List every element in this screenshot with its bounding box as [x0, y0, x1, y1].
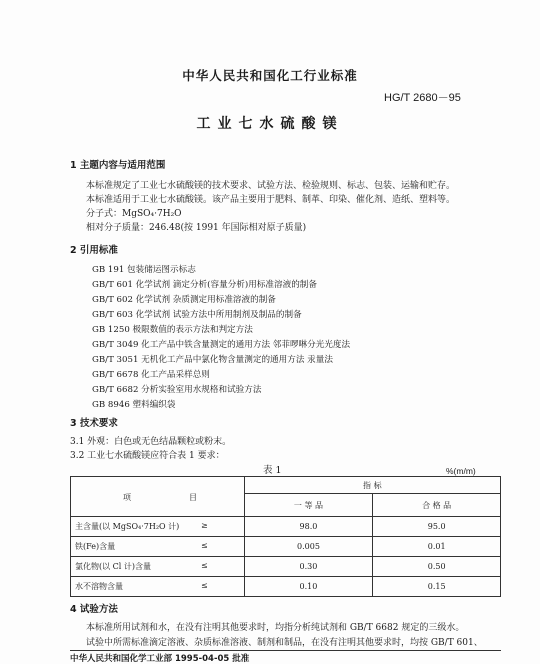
- footer-rule: [70, 650, 501, 651]
- item-header-cell: [71, 477, 245, 517]
- clause-3-1: 3.1 外观：白色或无色结晶颗粒或粉末。: [70, 437, 232, 447]
- row-value-grade1: 0.10: [244, 577, 373, 597]
- row-operator: ≥: [201, 521, 208, 530]
- row-name: 水不溶物含量: [75, 582, 123, 591]
- row-value-grade2: 0.01: [373, 537, 501, 557]
- molecular-formula: 分子式：MgSO₄·7H₂O: [86, 209, 182, 219]
- molecular-mass: 相对分子质量：246.48(按 1991 年国际相对原子质量): [86, 223, 307, 233]
- row-value-grade2: 95.0: [373, 517, 501, 537]
- reference-item: GB/T 603 化学试剂 试验方法中所用制剂及制品的制备: [92, 310, 302, 320]
- row-name: 铁(Fe)含量: [75, 542, 116, 551]
- row-value-grade1: 0.005: [244, 537, 373, 557]
- row-value-grade2: 0.15: [373, 577, 501, 597]
- section-2-heading: 2 引用标准: [70, 245, 118, 256]
- row-value-grade1: 0.30: [244, 557, 373, 577]
- row-operator: ≤: [201, 541, 208, 550]
- table-row: [71, 557, 501, 577]
- row-value-grade1: 98.0: [244, 517, 373, 537]
- reference-item: GB 191 包装储运图示标志: [92, 265, 196, 275]
- table-row: [71, 577, 501, 597]
- table-row: [71, 517, 501, 537]
- document-title: 工业七水硫酸镁: [196, 116, 344, 132]
- reference-item: GB/T 602 化学试剂 杂质测定用标准溶液的制备: [92, 295, 276, 305]
- row-name: 主含量(以 MgSO₄·7H₂O 计): [75, 522, 180, 531]
- section-4-paragraph-2: 试验中所需标准滴定溶液、杂质标准溶液、制剂和制品，在没有注明其他要求时，均按 GB/T 601、: [86, 638, 483, 648]
- section-3-heading: 3 技术要求: [70, 418, 118, 429]
- table-row: [71, 537, 501, 557]
- item-header-a: 项: [123, 493, 131, 502]
- table-unit: %(m/m): [446, 466, 476, 476]
- item-header-b: 目: [189, 493, 197, 502]
- row-value-grade2: 0.50: [373, 557, 501, 577]
- section-1-paragraph-1: 本标准规定了工业七水硫酸镁的技术要求、试验方法、检验规则、标志、包装、运输和贮存。: [86, 181, 456, 191]
- grade1-header: 一 等 品: [244, 494, 373, 517]
- reference-item: GB/T 3051 无机化工产品中氯化物含量测定的通用方法 汞量法: [92, 355, 333, 365]
- reference-item: GB 8946 塑料编织袋: [92, 400, 176, 410]
- standard-code: HG/T 2680－95: [384, 92, 461, 104]
- row-operator: ≤: [201, 581, 208, 590]
- row-operator: ≤: [201, 561, 208, 570]
- requirements-table: [70, 476, 501, 597]
- row-name: 氯化物(以 Cl 计)含量: [75, 562, 152, 571]
- section-4-paragraph-1: 本标准所用试剂和水，在没有注明其他要求时，均指分析纯试剂和 GB/T 6682 规定的三级水。: [86, 623, 465, 633]
- section-4-heading: 4 试验方法: [70, 604, 118, 615]
- reference-item: GB/T 6682 分析实验室用水规格和试验方法: [92, 385, 262, 395]
- reference-item: GB/T 6678 化工产品采样总则: [92, 370, 210, 380]
- reference-item: GB/T 3049 化工产品中铁含量测定的通用方法 邻菲啰啉分光光度法: [92, 340, 351, 350]
- standard-org-header: 中华人民共和国化工行业标准: [182, 68, 358, 83]
- clause-3-2: 3.2 工业七水硫酸镁应符合表 1 要求：: [70, 451, 225, 461]
- section-1-paragraph-2: 本标准适用于工业七水硫酸镁。该产品主要用于肥料、制革、印染、催化剂、造纸、塑料等。: [86, 195, 456, 205]
- grade2-header: 合 格 品: [373, 494, 501, 517]
- reference-item: GB 1250 极限数值的表示方法和判定方法: [92, 325, 253, 335]
- section-1-heading: 1 主题内容与适用范围: [70, 160, 166, 171]
- index-header: 指 标: [244, 477, 500, 494]
- reference-item: GB/T 601 化学试剂 滴定分析(容量分析)用标准溶液的制备: [92, 280, 317, 290]
- footer-approval: 中华人民共和国化学工业部 1995-04-05 批准: [70, 654, 250, 664]
- table-caption: 表 1: [263, 465, 282, 476]
